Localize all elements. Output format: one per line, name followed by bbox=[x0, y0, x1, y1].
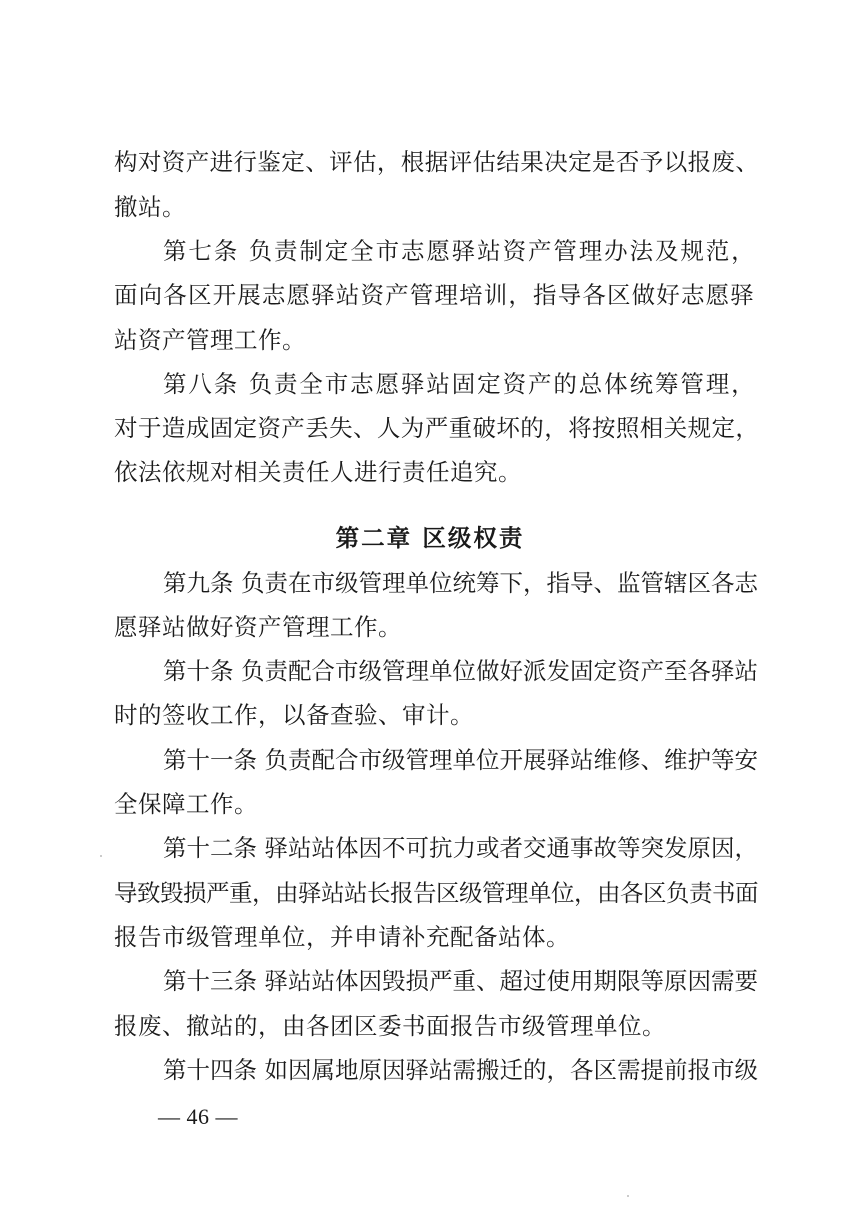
article-8-line-3: 依法依规对相关责任人进行责任追究。 bbox=[114, 458, 522, 486]
article-7-line-2: 面向各区开展志愿驿站资产管理培训，指导各区做好志愿驿 bbox=[114, 281, 755, 309]
article-13-line-2: 报废、撤站的，由各团区委书面报告市级管理单位。 bbox=[114, 1012, 666, 1040]
article-9-line-1: 第九条 负责在市级管理单位统筹下，指导、监管辖区各志 bbox=[163, 569, 758, 597]
article-7-line-3: 站资产管理工作。 bbox=[114, 326, 306, 354]
article-8-line-2: 对于造成固定资产丢失、人为严重破坏的，将按照相关规定， bbox=[114, 414, 760, 442]
article-13-line-1: 第十三条 驿站站体因毁损严重、超过使用期限等原因需要 bbox=[163, 967, 758, 995]
article-10-line-2: 时的签收工作，以备查验、审计。 bbox=[114, 701, 474, 729]
page-number: — 46 — bbox=[158, 1104, 238, 1129]
text-line-1: 构对资产进行鉴定、评估，根据评估结果决定是否予以报废、 bbox=[114, 148, 760, 176]
article-11-line-1: 第十一条 负责配合市级管理单位开展驿站维修、维护等安 bbox=[163, 746, 758, 774]
article-12-line-1: 第十二条 驿站站体因不可抗力或者交通事故等突发原因， bbox=[163, 834, 758, 862]
chapter-heading: 第二章 区级权责 bbox=[335, 524, 525, 552]
article-12-line-2: 导致毁损严重，由驿站站长报告区级管理单位，由各区负责书面 bbox=[114, 879, 758, 907]
article-10-line-1: 第十条 负责配合市级管理单位做好派发固定资产至各驿站 bbox=[163, 657, 758, 685]
text-line-2: 撤站。 bbox=[114, 193, 186, 221]
scan-speck bbox=[100, 855, 102, 857]
article-8-line-1: 第八条 负责全市志愿驿站固定资产的总体统筹管理， bbox=[163, 370, 757, 398]
article-9-line-2: 愿驿站做好资产管理工作。 bbox=[114, 613, 402, 641]
scan-speck bbox=[627, 1195, 629, 1197]
article-7-line-1: 第七条 负责制定全市志愿驿站资产管理办法及规范， bbox=[163, 237, 757, 265]
article-11-line-2: 全保障工作。 bbox=[114, 790, 258, 818]
article-14-line-1: 第十四条 如因属地原因驿站需搬迁的，各区需提前报市级 bbox=[163, 1056, 758, 1084]
article-12-line-3: 报告市级管理单位，并申请补充配备站体。 bbox=[114, 923, 570, 951]
